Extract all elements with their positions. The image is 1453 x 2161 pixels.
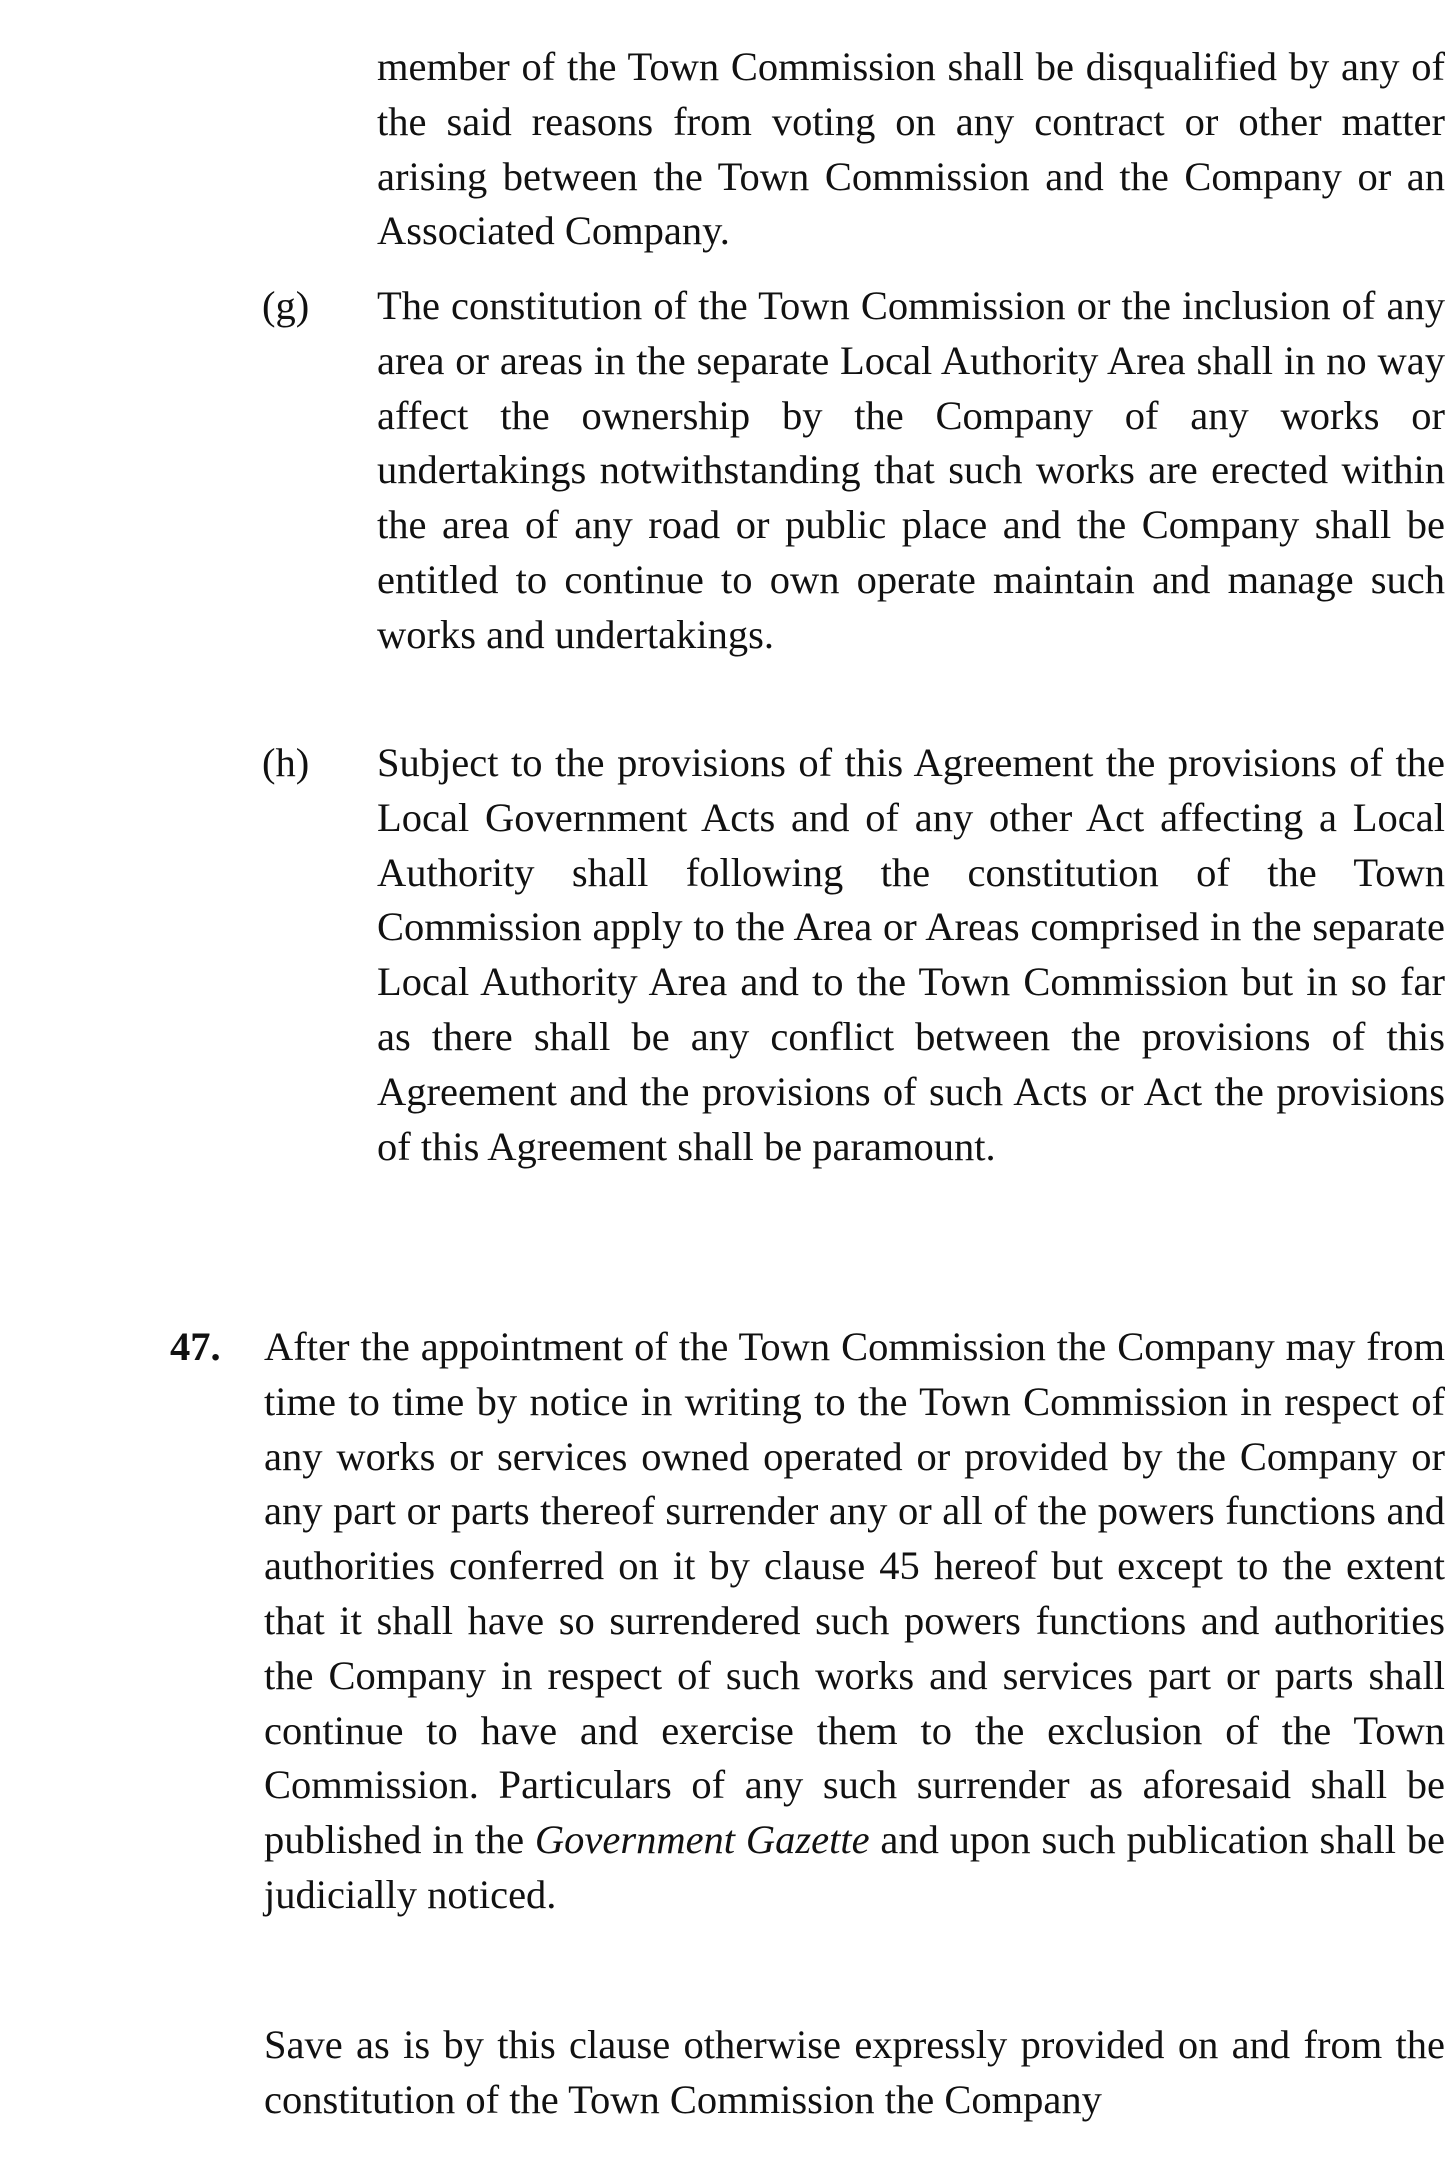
clause-47-second-paragraph: Save as is by this clause otherwise expressly provided on and from the constitution of the Town Commission the Company [264,2022,1445,2122]
subclause-h-marker: (h) [262,740,310,785]
clause-47-number: 47. [170,1324,221,1369]
subclause-g-marker: (g) [262,283,310,328]
clause-47-text-part-1: After the appointment of the Town Commission the Company may from time to time by notice in writing to the Town Commission in respect of any works or services owned operated or provided by the Company or any part or parts thereof surrender any or all of the powers functions and authorities conferred on it by clause 45 hereof but except to the extent that it shall have so surrendered such powers functions and authorities the Company in respect of such works and services part or parts shall continue to have and exercise them to the exclusion of the Town Commission. Particulars of any such surrender as aforesaid shall be published in the [264,1324,1445,1863]
clause-47-text [264,1320,1445,1923]
government-gazette-title: Government Gazette [534,1817,870,1863]
subclause-f-continuation: member of the Town Commission shall be disqualified by any of the said reasons from voting on any contract or other matter arising between the Town Commission and the Company or an Associated Company. [377,44,1445,254]
clause-47-text-part-2: and upon such publication shall be judicially noticed. [264,1817,1445,1917]
subclause-h-text: Subject to the provisions of this Agreement the provisions of the Local Government Acts and of any other Act affecting a Local Authority shall following the constitution of the Town Commission apply to the Area or Areas comprised in the separate Local Authority Area and to the Town Commission but in so far as there shall be any conflict between the provisions of this Agreement and the provisions of such Acts or Act the provisions of this Agreement shall be paramount. [377,740,1445,1169]
subclause-g-text: The constitution of the Town Commission or the inclusion of any area or areas in the separate Local Authority Area shall in no way affect the ownership by the Company of any works or undertakings notwithstanding that such works are erected within the area of any road or public place and the Company shall be entitled to continue to own operate maintain and manage such works and undertakings. [377,283,1445,657]
